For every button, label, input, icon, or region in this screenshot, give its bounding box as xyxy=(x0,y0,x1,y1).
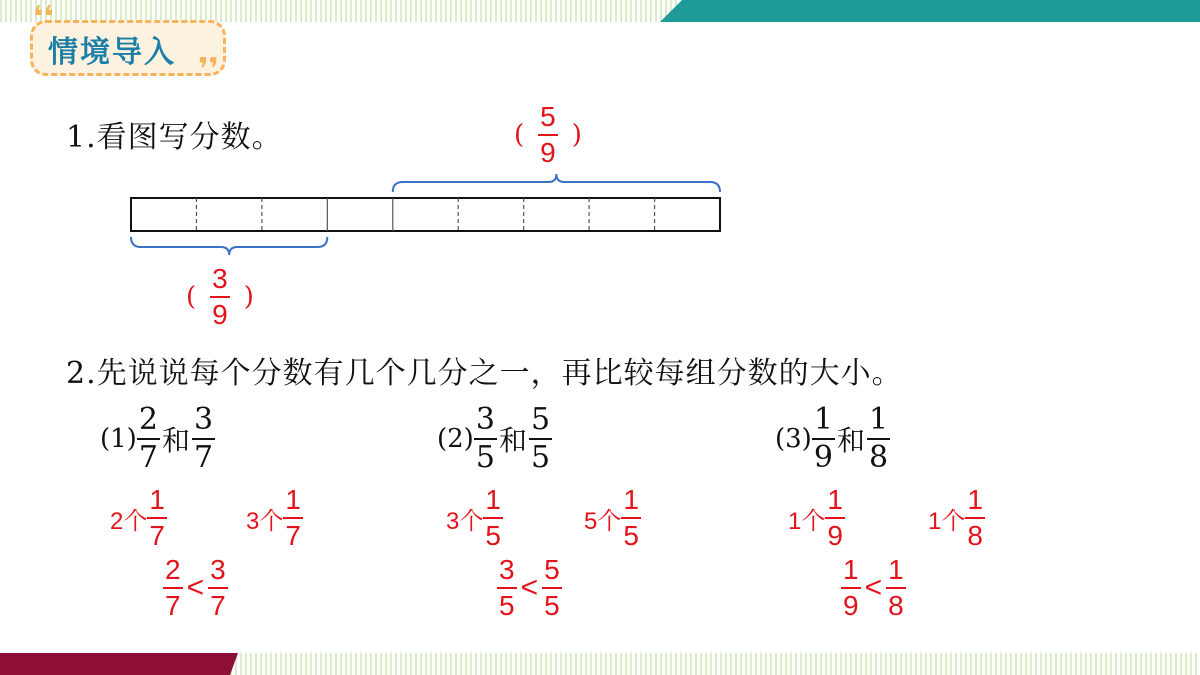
numerator: 3 xyxy=(212,263,228,294)
denominator: 9 xyxy=(843,590,859,621)
question-2-prompt: 2.先说说每个分数有几个几分之一，再比较每组分数的大小。 xyxy=(66,356,903,391)
group-2-problem xyxy=(437,402,552,475)
group-2-count-b xyxy=(584,486,641,550)
less-than-sign: < xyxy=(186,571,205,604)
top-brace xyxy=(393,174,720,192)
denominator: 9 xyxy=(827,520,843,551)
count-text: 1个 xyxy=(928,507,966,535)
fraction-bar xyxy=(621,517,641,519)
denominator: 9 xyxy=(540,137,556,168)
group-3-problem xyxy=(775,402,890,475)
fraction xyxy=(841,556,861,620)
group-1-count-a xyxy=(110,486,167,550)
count-text: 5个 xyxy=(584,507,622,535)
denominator: 7 xyxy=(285,520,301,551)
denominator: 5 xyxy=(499,590,515,621)
numerator: 1 xyxy=(623,484,639,515)
group-3-count-a xyxy=(788,486,845,550)
numerator: 3 xyxy=(499,554,515,585)
numerator: 1 xyxy=(285,484,301,515)
fraction-bar xyxy=(825,517,845,519)
fraction xyxy=(208,556,228,620)
fraction-bar xyxy=(886,587,906,589)
fraction-bar xyxy=(542,587,562,589)
denominator: 8 xyxy=(868,440,889,475)
count-text: 2个 xyxy=(110,507,148,535)
group-3-count-b xyxy=(928,486,985,550)
denominator: 7 xyxy=(138,440,158,475)
fraction xyxy=(825,486,845,550)
numerator: 3 xyxy=(210,554,226,585)
numerator: 2 xyxy=(138,402,158,437)
denominator: 5 xyxy=(544,590,560,621)
denominator: 5 xyxy=(475,440,495,475)
denominator: 7 xyxy=(193,440,214,475)
fraction xyxy=(497,556,517,620)
denominator: 7 xyxy=(165,590,181,621)
open-paren: ( xyxy=(186,282,197,312)
denominator: 8 xyxy=(888,590,904,621)
denominator: 5 xyxy=(623,520,639,551)
group-1-problem xyxy=(100,402,215,475)
fraction-bar xyxy=(965,517,985,519)
bottom-brace xyxy=(131,237,327,255)
and-word: 和 xyxy=(498,424,527,457)
fraction xyxy=(542,556,562,620)
top-answer xyxy=(514,103,582,167)
and-word: 和 xyxy=(161,424,190,457)
numerator: 1 xyxy=(868,402,889,437)
denominator: 7 xyxy=(210,590,226,621)
bottom-answer xyxy=(186,265,254,329)
and-word: 和 xyxy=(836,424,865,457)
denominator: 5 xyxy=(485,520,501,551)
question-1-prompt: 1.看图写分数。 xyxy=(66,120,283,155)
section-title: 情境导入 xyxy=(48,35,176,70)
fraction xyxy=(965,486,985,550)
close-paren: ) xyxy=(571,120,582,150)
group-3-comparison xyxy=(841,556,906,620)
group-2-comparison xyxy=(497,556,562,620)
denominator: 7 xyxy=(149,520,165,551)
fraction-bar xyxy=(208,587,228,589)
numerator: 1 xyxy=(888,554,904,585)
less-than-sign: < xyxy=(520,571,539,604)
fraction xyxy=(137,402,160,475)
fraction-5-9 xyxy=(538,103,558,167)
quote-mark-icon: ❜❜ xyxy=(198,52,219,87)
fraction xyxy=(192,402,215,475)
fraction-bar xyxy=(163,587,183,589)
count-text: 3个 xyxy=(246,507,284,535)
denominator: 5 xyxy=(530,440,551,475)
fraction xyxy=(483,486,503,550)
fraction xyxy=(812,402,835,475)
denominator: 9 xyxy=(813,440,833,475)
fraction-3-9 xyxy=(210,265,230,329)
fraction xyxy=(283,486,303,550)
fraction-bar xyxy=(497,587,517,589)
numerator: 1 xyxy=(485,484,501,515)
fraction xyxy=(621,486,641,550)
fraction xyxy=(867,402,890,475)
group-label: (3) xyxy=(775,424,812,454)
fraction-bar xyxy=(483,517,503,519)
fraction-bar xyxy=(538,134,558,136)
numerator: 1 xyxy=(827,484,843,515)
numerator: 1 xyxy=(813,402,833,437)
denominator: 9 xyxy=(212,299,228,330)
fraction xyxy=(163,556,183,620)
numerator: 5 xyxy=(530,402,551,437)
group-1-comparison xyxy=(163,556,228,620)
fraction-strip xyxy=(131,174,720,255)
numerator: 3 xyxy=(475,402,495,437)
quote-mark-icon: ❛❛ xyxy=(33,0,54,35)
fraction-bar xyxy=(147,517,167,519)
strip-outline xyxy=(131,198,720,231)
denominator: 8 xyxy=(967,520,983,551)
group-label: (1) xyxy=(100,424,137,454)
group-2-count-a xyxy=(446,486,503,550)
fraction-bar xyxy=(210,296,230,298)
group-label: (2) xyxy=(437,424,474,454)
fraction xyxy=(529,402,552,475)
numerator: 5 xyxy=(544,554,560,585)
less-than-sign: < xyxy=(864,571,883,604)
numerator: 1 xyxy=(843,554,859,585)
group-1-count-b xyxy=(246,486,303,550)
count-text: 1个 xyxy=(788,507,826,535)
numerator: 1 xyxy=(149,484,165,515)
numerator: 5 xyxy=(540,101,556,132)
open-paren: ( xyxy=(514,120,525,150)
numerator: 1 xyxy=(967,484,983,515)
count-text: 3个 xyxy=(446,507,484,535)
fraction-bar xyxy=(283,517,303,519)
fraction xyxy=(474,402,497,475)
fraction xyxy=(147,486,167,550)
numerator: 2 xyxy=(165,554,181,585)
numerator: 3 xyxy=(193,402,214,437)
fraction-bar xyxy=(841,587,861,589)
fraction xyxy=(886,556,906,620)
close-paren: ) xyxy=(243,282,254,312)
